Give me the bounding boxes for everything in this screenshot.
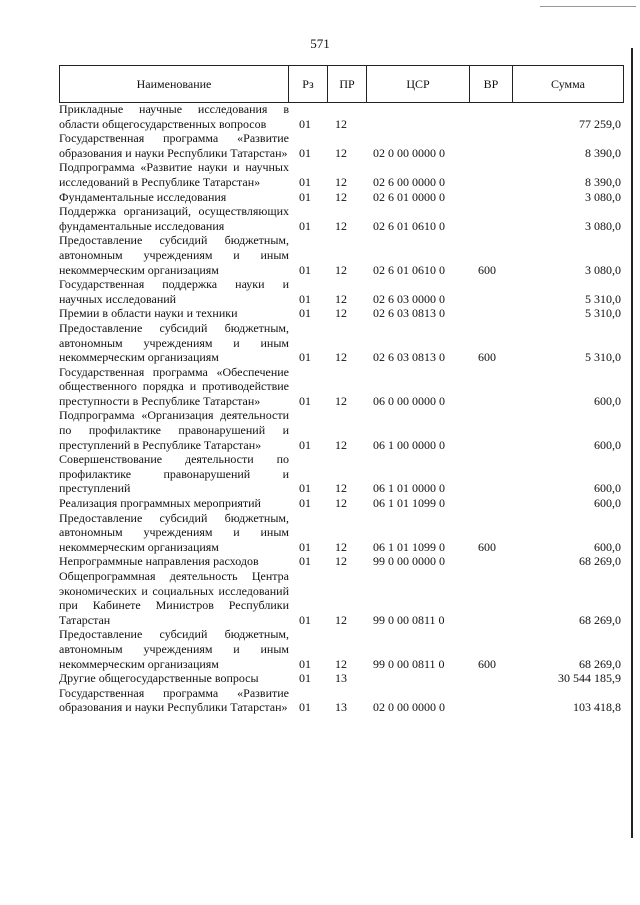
cell-csr: 06 1 00 0000 0 bbox=[373, 437, 445, 452]
cell-sum: 600,0 bbox=[594, 437, 621, 452]
cell-csr: 02 6 03 0813 0 bbox=[373, 306, 445, 321]
cell-pr: 12 bbox=[335, 612, 347, 627]
cell-pr: 12 bbox=[335, 306, 347, 321]
table-row bbox=[59, 554, 621, 569]
column-header-vr: ВР bbox=[470, 66, 513, 103]
cell-name: Предоставление субсидий бюджетным, автономным учреждениям и иным некоммерческим организациям bbox=[59, 233, 289, 277]
cell-csr: 06 1 01 1099 0 bbox=[373, 539, 445, 554]
cell-name: Предоставление субсидий бюджетным, автономным учреждениям и иным некоммерческим организациям bbox=[59, 510, 289, 554]
cell-csr: 06 1 01 0000 0 bbox=[373, 481, 445, 496]
cell-name: Прикладные научные исследования в области общегосударственных вопросов bbox=[59, 102, 289, 131]
cell-rz: 01 bbox=[299, 496, 311, 511]
cell-csr: 02 6 03 0000 0 bbox=[373, 291, 445, 306]
table-row bbox=[59, 496, 621, 511]
cell-rz: 01 bbox=[299, 218, 311, 233]
cell-csr: 02 6 01 0610 0 bbox=[373, 218, 445, 233]
cell-rz: 01 bbox=[299, 145, 311, 160]
table-row bbox=[59, 452, 621, 496]
cell-rz: 01 bbox=[299, 671, 311, 686]
table-row bbox=[59, 102, 621, 131]
cell-rz: 01 bbox=[299, 656, 311, 671]
table-row bbox=[59, 306, 621, 321]
table-row bbox=[59, 277, 621, 306]
column-header-pr: ПР bbox=[328, 66, 367, 103]
table-header bbox=[59, 65, 624, 103]
cell-pr: 12 bbox=[335, 656, 347, 671]
cell-name: Предоставление субсидий бюджетным, автономным учреждениям и иным некоммерческим организациям bbox=[59, 320, 289, 365]
cell-csr: 02 6 01 0000 0 bbox=[373, 189, 445, 204]
cell-vr: 600 bbox=[478, 262, 496, 277]
cell-rz: 01 bbox=[299, 700, 311, 715]
cell-name: Государственная программа «Развитие образования и науки Республики Татарстан» bbox=[59, 685, 289, 715]
cell-pr: 12 bbox=[335, 189, 347, 204]
cell-sum: 600,0 bbox=[594, 539, 621, 554]
column-header-sum: Сумма bbox=[513, 66, 624, 103]
cell-rz: 01 bbox=[299, 306, 311, 321]
cell-sum: 77 259,0 bbox=[579, 116, 621, 131]
cell-sum: 8 390,0 bbox=[585, 174, 621, 189]
table-row bbox=[59, 160, 621, 189]
cell-sum: 8 390,0 bbox=[585, 145, 621, 160]
cell-sum: 600,0 bbox=[594, 496, 621, 511]
cell-name: Подпрограмма «Организация деятельности по профилактике правонарушений и преступлений в Республике Татарстан» bbox=[59, 408, 289, 452]
cell-pr: 12 bbox=[335, 291, 347, 306]
cell-rz: 01 bbox=[299, 174, 311, 189]
table-row bbox=[59, 365, 621, 409]
cell-name: Государственная программа «Развитие образования и науки Республики Татарстан» bbox=[59, 131, 289, 160]
cell-sum: 3 080,0 bbox=[585, 189, 621, 204]
cell-pr: 12 bbox=[335, 174, 347, 189]
column-header-name: Наименование bbox=[60, 66, 289, 103]
cell-csr: 99 0 00 0811 0 bbox=[373, 612, 445, 627]
table-row bbox=[59, 204, 621, 233]
cell-csr: 99 0 00 0000 0 bbox=[373, 554, 445, 569]
column-header-rz: Рз bbox=[289, 66, 328, 103]
table-row bbox=[59, 321, 621, 365]
cell-name: Фундаментальные исследования bbox=[59, 189, 227, 204]
cell-csr: 02 6 00 0000 0 bbox=[373, 174, 445, 189]
cell-rz: 01 bbox=[299, 539, 311, 554]
cell-csr: 02 0 00 0000 0 bbox=[373, 145, 445, 160]
top-edge-mark bbox=[540, 6, 636, 7]
cell-pr: 12 bbox=[335, 116, 347, 131]
cell-rz: 01 bbox=[299, 291, 311, 306]
cell-name: Государственная поддержка науки и научных исследований bbox=[59, 277, 289, 306]
table-row bbox=[59, 511, 621, 555]
cell-vr: 600 bbox=[478, 656, 496, 671]
cell-pr: 12 bbox=[335, 262, 347, 277]
cell-sum: 600,0 bbox=[594, 393, 621, 408]
cell-pr: 13 bbox=[335, 671, 347, 686]
cell-csr: 99 0 00 0811 0 bbox=[373, 656, 445, 671]
cell-pr: 13 bbox=[335, 700, 347, 715]
cell-sum: 3 080,0 bbox=[585, 218, 621, 233]
cell-pr: 12 bbox=[335, 437, 347, 452]
page-number: 571 bbox=[310, 36, 330, 51]
cell-sum: 3 080,0 bbox=[585, 262, 621, 277]
table-row bbox=[59, 131, 621, 160]
cell-pr: 12 bbox=[335, 393, 347, 408]
cell-pr: 12 bbox=[335, 554, 347, 569]
cell-rz: 01 bbox=[299, 262, 311, 277]
cell-csr: 06 1 01 1099 0 bbox=[373, 496, 445, 511]
cell-name: Другие общегосударственные вопросы bbox=[59, 671, 259, 686]
cell-name: Общепрограммная деятельность Центра экономических и социальных исследований при Кабинете Министров Республики Татарстан bbox=[59, 569, 289, 627]
table-row bbox=[59, 686, 621, 715]
cell-pr: 12 bbox=[335, 481, 347, 496]
table-row bbox=[59, 627, 621, 671]
budget-table-body bbox=[59, 102, 621, 715]
cell-sum: 68 269,0 bbox=[579, 656, 621, 671]
cell-csr: 02 6 01 0610 0 bbox=[373, 262, 445, 277]
cell-name: Премии в области науки и техники bbox=[59, 306, 238, 321]
cell-sum: 68 269,0 bbox=[579, 612, 621, 627]
cell-vr: 600 bbox=[478, 350, 496, 365]
cell-name: Государственная программа «Обеспечение общественного порядка и противодействие преступности в Республике Татарстан» bbox=[59, 364, 289, 408]
cell-name: Подпрограмма «Развитие науки и научных исследований в Республике Татарстан» bbox=[59, 160, 289, 189]
cell-pr: 12 bbox=[335, 539, 347, 554]
cell-rz: 01 bbox=[299, 481, 311, 496]
cell-pr: 12 bbox=[335, 145, 347, 160]
cell-sum: 600,0 bbox=[594, 481, 621, 496]
cell-name: Реализация программных мероприятий bbox=[59, 496, 261, 511]
cell-name: Непрограммные направления расходов bbox=[59, 554, 259, 569]
cell-pr: 12 bbox=[335, 218, 347, 233]
table-row bbox=[59, 233, 621, 277]
cell-csr: 06 0 00 0000 0 bbox=[373, 393, 445, 408]
cell-sum: 5 310,0 bbox=[585, 306, 621, 321]
cell-sum: 30 544 185,9 bbox=[558, 671, 621, 686]
cell-rz: 01 bbox=[299, 393, 311, 408]
table-row bbox=[59, 408, 621, 452]
cell-rz: 01 bbox=[299, 612, 311, 627]
table-row bbox=[59, 190, 621, 205]
table-row bbox=[59, 671, 621, 686]
cell-csr: 02 6 03 0813 0 bbox=[373, 350, 445, 365]
cell-name: Предоставление субсидий бюджетным, автономным учреждениям и иным некоммерческим организациям bbox=[59, 627, 289, 671]
cell-name: Совершенствование деятельности по профилактике правонарушений и преступлений bbox=[59, 452, 289, 496]
cell-rz: 01 bbox=[299, 554, 311, 569]
cell-name: Поддержка организаций, осуществляющих фундаментальные исследования bbox=[59, 204, 289, 233]
cell-sum: 103 418,8 bbox=[573, 700, 621, 715]
cell-sum: 5 310,0 bbox=[585, 350, 621, 365]
cell-rz: 01 bbox=[299, 116, 311, 131]
cell-rz: 01 bbox=[299, 437, 311, 452]
cell-sum: 5 310,0 bbox=[585, 291, 621, 306]
cell-vr: 600 bbox=[478, 539, 496, 554]
cell-pr: 12 bbox=[335, 350, 347, 365]
right-edge-line bbox=[631, 48, 633, 838]
cell-pr: 12 bbox=[335, 496, 347, 511]
cell-sum: 68 269,0 bbox=[579, 554, 621, 569]
cell-rz: 01 bbox=[299, 189, 311, 204]
cell-rz: 01 bbox=[299, 350, 311, 365]
column-header-csr: ЦСР bbox=[367, 66, 470, 103]
cell-csr: 02 0 00 0000 0 bbox=[373, 700, 445, 715]
table-row bbox=[59, 569, 621, 627]
